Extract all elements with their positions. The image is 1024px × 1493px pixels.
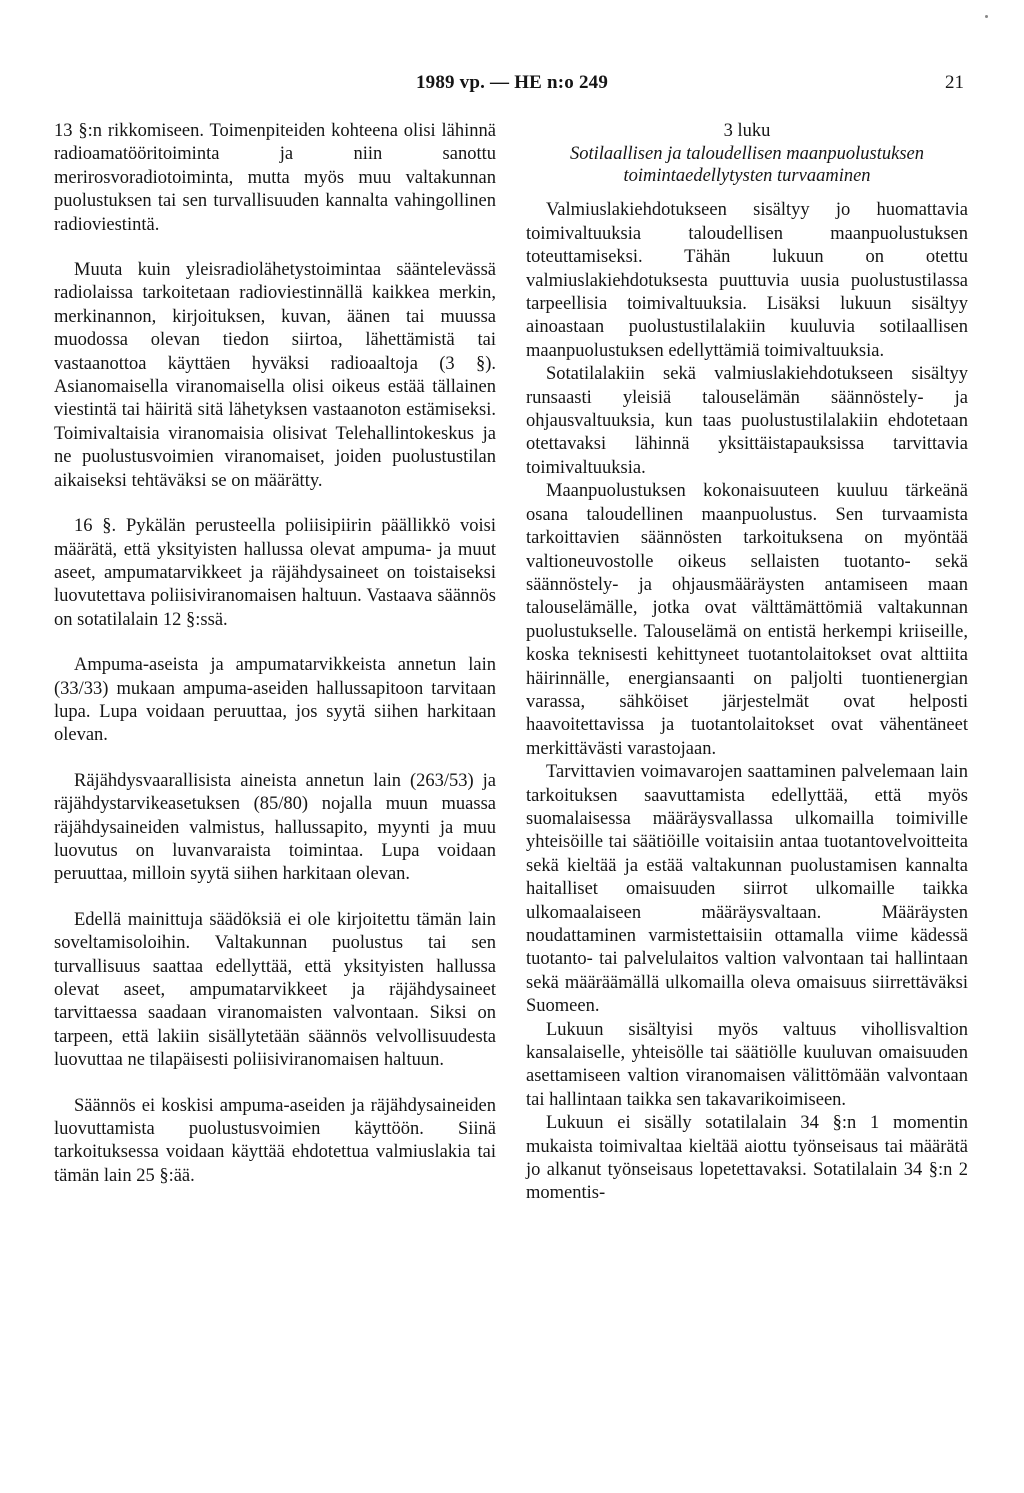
paragraph: Valmiuslakiehdotukseen sisältyy jo huomattavia toimivaltuuksia taloudellisen maanpuolustuksen toteuttamiseksi. Tähän lukuun on otettu valmiuslakiehdotuksesta puuttuvia uusia puolustustilassa tarpeellisia toimivaltuuksia. Lisäksi lukuun sisältyy ainoastaan puolustustilalakiin kuuluvia sotilaallisen maanpuolustuksen edellyttämiä toimivaltuuksia. [526, 200, 968, 361]
paragraph: Sotatilalakiin sekä valmiuslakiehdotukseen sisältyy runsaasti yleisiä talouselämän säännöstely- ja ohjausvaltuuksia, kun taas puolustustilalakiin ehdotetaan otettavaksi lähinnä yksittäistapauksissa tarvittavia toimivaltuuksia. [526, 364, 968, 478]
left-column [54, 120, 496, 1210]
page-header [0, 72, 1024, 96]
chapter-number: 3 luku [723, 121, 771, 141]
paragraph: Säännös ei koskisi ampuma-aseiden ja räjähdysaineiden luovuttamista puolustusvoimien käyttöön. Siinä tarkoituksessa voidaan käyttää ehdotettua valmiuslakia tai tämän lain 25 §:ää. [54, 1095, 496, 1186]
scan-dot [985, 15, 988, 18]
paragraph: Muuta kuin yleisradiolähetystoimintaa sääntelevässä radiolaissa tarkoitetaan radioviestinnällä kaikkea merkin, merkinannon, kirjoituksen, kuvan, äänen tai muussa muodossa olevan tiedon siirtoa, lähettämistä tai vastaanottoa käyttäen hyväksi radioaaltoja (3 §). Asianomaisella viranomaisella olisi oikeus estää tällainen viestintä tai häiritä sitä lähetyksen vastaanoton estämiseksi. Toimivaltaisia viranomaisia olisivat Telehallintokeskus ja ne puolustusvoimien viranomaiset, joiden puolustustilan aikaiseksi tehtäväksi se on määrätty. [54, 260, 496, 491]
paragraph: Edellä mainittuja säädöksiä ei ole kirjoitettu tämän lain soveltamisoloihin. Valtakunnan puolustus tai sen turvallisuus saattaa edellyttää, että yksityisten hallussa olevat aseet, ampumatarvikkeet ja räjähdysaineet tarvittaessa saadaan viranomaisten valvontaan. Siksi on tarpeen, että lakiin sisällytetään säännös velvollisuudesta luovuttaa ne tilapäisesti poliisiviranomaisen haltuun. [54, 909, 496, 1071]
paragraph: Maanpuolustuksen kokonaisuuteen kuuluu tärkeänä osana taloudellinen maanpuolustus. Sen turvaamista tarkoittavien säännösten tarkoituksena on myöntää valtioneuvostolle oikeus sellaisten tuotanto- sekä säännöstely- ja ohjausmääräysten antamiseen maan talouselämälle, jotka ovat välttämättömiä valtakunnan puolustukselle. Talouselämä on entistä herkempi kriiseille, koska teknisesti kehittyneet tuotantolaitokset ovat alttiita häirinnälle, energiansaanti on paljolti tuontienergian varassa, sähköiset järjestelmät ovat helposti haavoitettavissa ja tuotantolaitokset ovat vähentäneet merkittävästi varastojaan. [526, 481, 968, 759]
page-number: 21 [945, 72, 964, 93]
paragraph: Tarvittavien voimavarojen saattaminen palvelemaan lain tarkoituksen saavuttamista edellyttää, että myös suomalaisessa määräysvallassa ulkomailla toimiville yhteisöille tai säätiöille voitaisiin antaa tuotantovelvoitteita sekä kieltää ja estää valtakunnan puolustamisen kannalta haitalliset omaisuuden siirrot ulkomaille taikka ulkomaalaiseen määräysvaltaan. Määräysten noudattaminen varmistettaisiin ottamalla viime kädessä tuotanto- tai palvelulaitos valtion valvontaan tai hallintaan sekä määräämällä ulkomailla oleva omaisuus siirrettäväksi Suomeen. [526, 762, 968, 1017]
paragraph: Räjähdysvaarallisista aineista annetun lain (263/53) ja räjähdystarvikeasetuksen (85/80) nojalla muun muassa räjähdysaineiden valmistus, hallussapito, myynti ja muu luovutus on luvanvaraista toimintaa. Lupa voidaan peruuttaa, milloin syytä siihen harkitaan olevan. [54, 770, 496, 885]
paragraph: 16 §. Pykälän perusteella poliisipiirin päällikkö voisi määrätä, että yksityisten hallussa olevat ampuma- ja muut aseet, ampumatarvikkeet ja räjähdysaineet on toistaiseksi luovutettava poliisiviranomaisen haltuun. Vastaava säännös on sotatilalain 12 §:ssä. [54, 516, 496, 630]
running-title: 1989 vp. — HE n:o 249 [415, 72, 609, 93]
paragraph: Ampuma-aseista ja ampumatarvikkeista annetun lain (33/33) mukaan ampuma-aseiden hallussapitoon tarvitaan lupa. Lupa voidaan peruuttaa, jos syytä siihen harkitaan olevan. [54, 655, 496, 746]
paragraph: Lukuun ei sisälly sotatilalain 34 §:n 1 momentin mukaista toimivaltaa kieltää aiottu työnseisaus tai määrätä jo alkanut työnseisaus lopetettavaksi. Sotatilalain 34 §:n 2 momentis- [526, 1113, 968, 1204]
chapter-title: Sotilaallisen ja taloudellisen maanpuolustuksen toimintaedellytysten turvaaminen [569, 144, 925, 187]
right-column [526, 120, 968, 1206]
paragraph: Lukuun sisältyisi myös valtuus vihollisvaltion kansalaiselle, yhteisölle tai säätiölle kuuluvan omaisuuden asettamiseen valtion viranomaisen välittömään valvontaan tai hallintaan taikka sen takavarikoimiseen. [526, 1019, 968, 1110]
paragraph: 13 §:n rikkomiseen. Toimenpiteiden kohteena olisi lähinnä radioamatööritoiminta ja niin sanottu merirosvoradiotoiminta, mutta myös muu valtakunnan puolustuksen tai sen turvallisuuden kannalta vahingollinen radioviestintä. [54, 121, 496, 235]
